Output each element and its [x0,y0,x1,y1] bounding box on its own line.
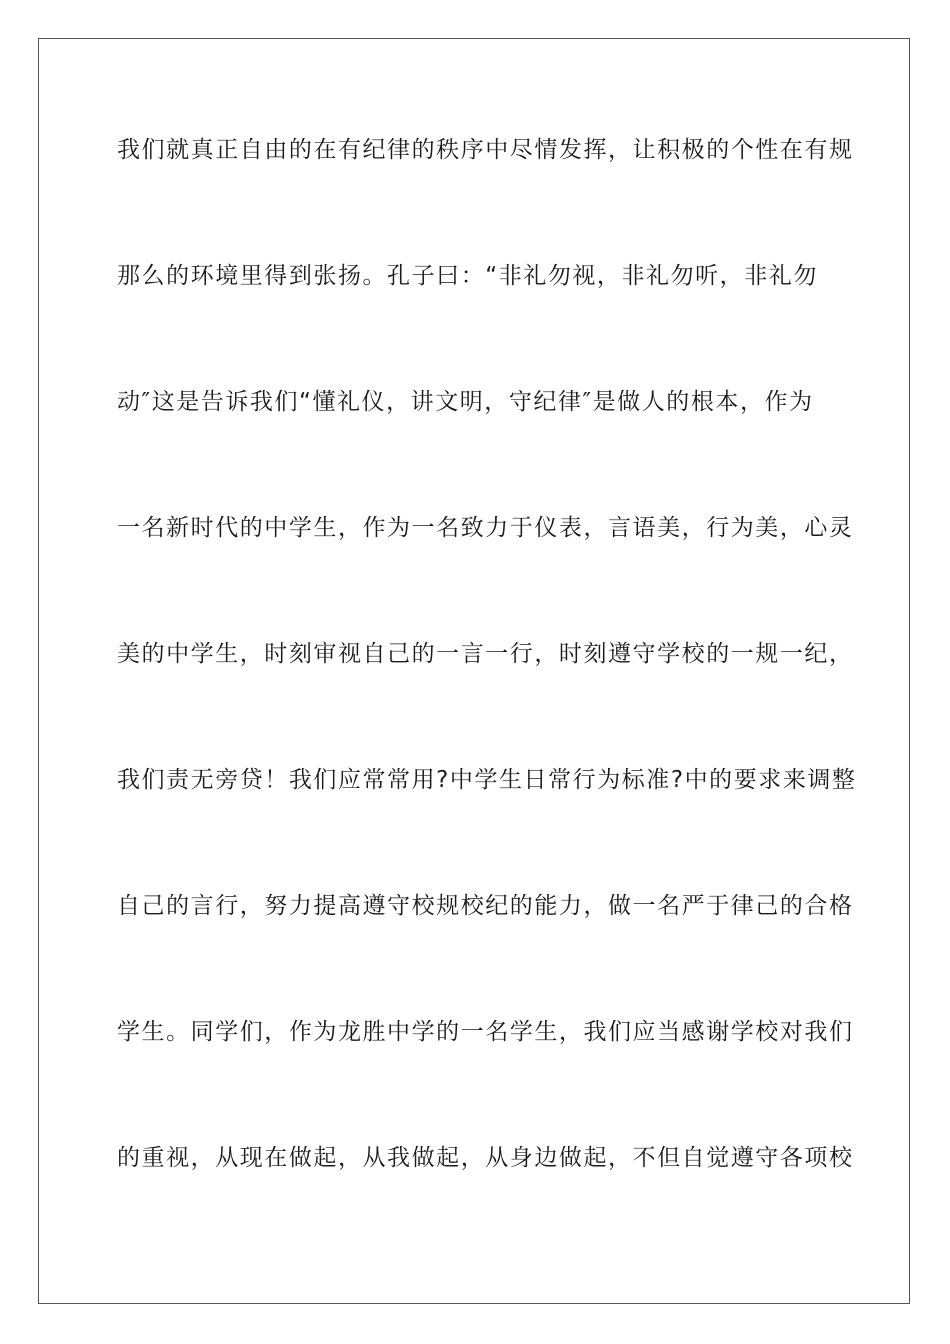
text-line: 自己的言行，努力提高遵守校规校纪的能力，做一名严于律己的合格 [117,893,854,919]
text-line: 的重视，从现在做起，从我做起，从身边做起，不但自觉遵守各项校 [117,1145,854,1171]
text-line: 那么的环境里得到张扬。孔子曰：“非礼勿视，非礼勿听，非礼勿 [117,263,818,289]
text-line: 我们就真正自由的在有纪律的秩序中尽情发挥，让积极的个性在有规 [117,137,854,163]
document-body [117,129,857,1263]
text-line: 一名新时代的中学生，作为一名致力于仪表，言语美，行为美，心灵 [117,515,854,541]
text-line: 美的中学生，时刻审视自己的一言一行，时刻遵守学校的一规一纪， [117,641,854,667]
text-line: 我们责无旁贷！我们应常常用?中学生日常行为标准?中的要求来调整 [117,767,857,793]
text-line: 动″这是告诉我们“懂礼仪，讲文明，守纪律″是做人的根本，作为 [117,389,814,415]
text-line: 学生。同学们，作为龙胜中学的一名学生，我们应当感谢学校对我们 [117,1019,854,1045]
